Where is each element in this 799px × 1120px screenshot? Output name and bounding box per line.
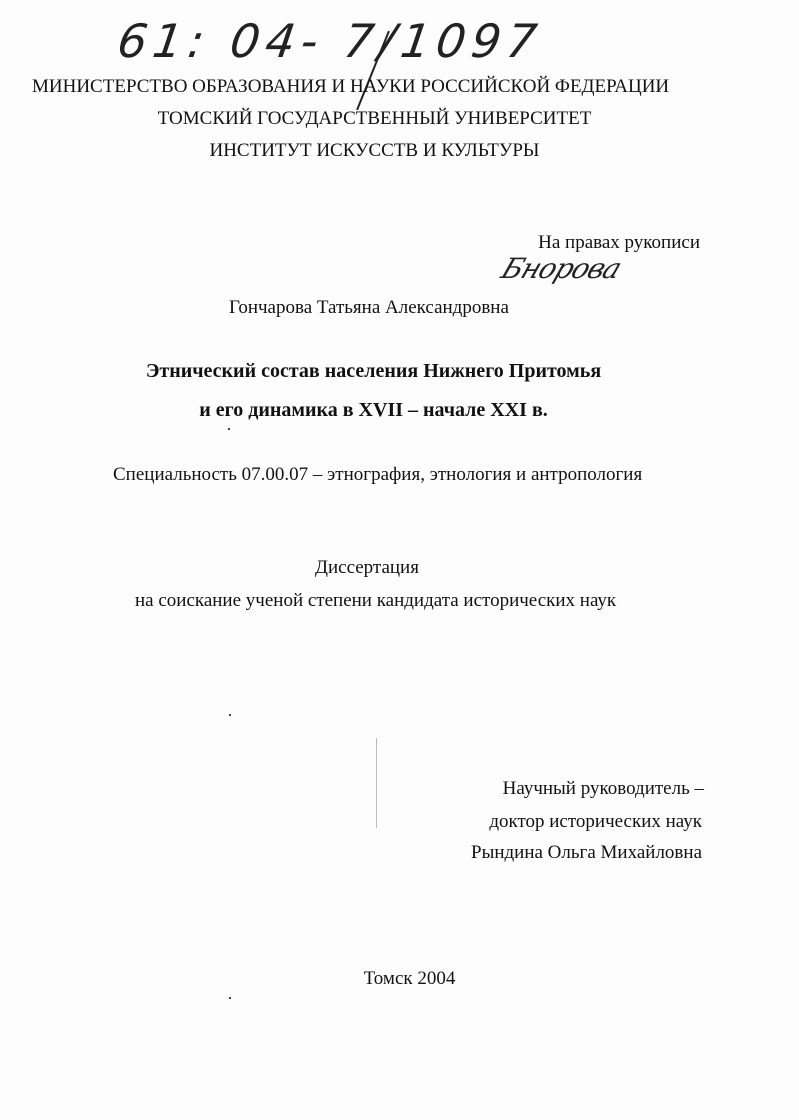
rights-note: На правах рукописи (538, 232, 700, 253)
university-heading: ТОМСКИЙ ГОСУДАРСТВЕННЫЙ УНИВЕРСИТЕТ (157, 108, 592, 129)
handwritten-signature: Бнорова (496, 252, 626, 285)
specialty: Специальность 07.00.07 – этнография, этнология и антропология (113, 464, 643, 485)
supervisor-name: Рындина Ольга Михайловна (471, 842, 702, 863)
supervisor-label: Научный руководитель – (502, 778, 704, 799)
dissertation-title-line-2: и его динамика в XVII – начале XXI в. (199, 399, 548, 421)
institute-heading: ИНСТИТУТ ИСКУССТВ И КУЛЬТУРЫ (209, 140, 540, 161)
degree-purpose: на соискание ученой степени кандидата исторических наук (135, 590, 617, 611)
scan-artifact-line (376, 738, 377, 828)
scan-speck (229, 997, 231, 999)
dissertation-title-line-1: Этнический состав населения Нижнего Притомья (145, 360, 602, 382)
ministry-heading: МИНИСТЕРСТВО ОБРАЗОВАНИЯ И НАУКИ РОССИЙСКОЙ ФЕДЕРАЦИИ (32, 76, 670, 97)
author-name: Гончарова Татьяна Александровна (229, 297, 509, 318)
scan-speck (228, 428, 230, 430)
supervisor-degree: доктор исторических наук (489, 811, 702, 832)
document-type: Диссертация (315, 557, 419, 578)
place-and-year: Томск 2004 (363, 968, 456, 989)
handwritten-archive-number: 61: 04- 7/1097 (114, 14, 547, 68)
scan-speck (229, 714, 231, 716)
